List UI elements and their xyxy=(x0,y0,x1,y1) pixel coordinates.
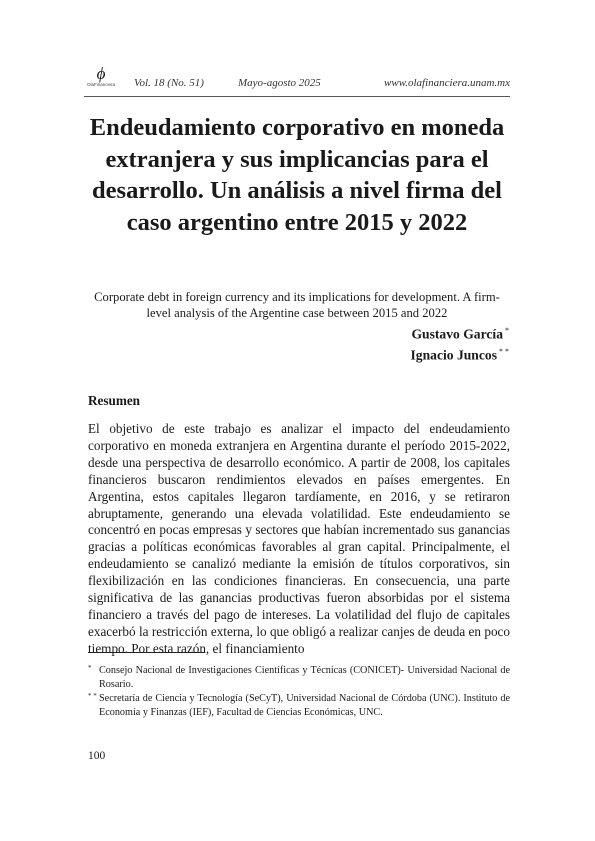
phi-logo-icon: ϕ xyxy=(96,64,106,83)
journal-logo xyxy=(84,66,118,94)
issue-date: Mayo-agosto 2025 xyxy=(238,77,321,89)
journal-url[interactable]: www.olafinanciera.unam.mx xyxy=(384,77,510,89)
author-1 xyxy=(411,326,509,343)
article-title: Endeudamiento corporativo en moneda extranjera y sus implicancias para el desarrollo. Un análisis a nivel firma del caso argentino entre 2015 y 2022 xyxy=(89,114,505,236)
footnote-text: Consejo Nacional de Investigaciones Científicas y Técnicas (CONICET)- Universidad Nacional de Rosario. xyxy=(99,665,510,690)
article-subtitle: Corporate debt in foreign currency and its implications for development. A firm-level analysis of the Argentine case between 2015 and 2022 xyxy=(94,290,500,320)
author-footnote-mark[interactable]: * * xyxy=(499,347,509,356)
footnote-mark: * xyxy=(88,664,92,672)
footnote-divider xyxy=(88,652,205,653)
journal-volume: Vol. 18 (No. 51) xyxy=(134,77,204,89)
author-2 xyxy=(411,347,510,364)
abstract-text: El objetivo de este trabajo es analizar el impacto del endeudamiento corporativo en moneda extranjera en Argentina durante el período 2015-2022, desde una perspectiva de desarrollo económico. A partir de 2008, los capitales financieros buscaron rendimientos elevados en países emergentes. En Argentina, estos capitales llegaron tardíamente, en 2016, y se retiraron abruptamente, generando una elevada volatilidad. Este endeudamiento se concentró en pocas empresas y sectores que habían incrementado sus ganancias gracias a políticas económicas favorables al gran capital. Principalmente, el endeudamiento se canalizó mediante la emisión de títulos corporativos, sin flexibilización en las condiciones financieras. En consecuencia, una parte significativa de las ganancias productivas fueron absorbidas por el sistema financiero a través del pago de intereses. La volatilidad del flujo de capitales exacerbó la restricción externa, lo que obligó a realizar canjes de deuda en poco tiempo. Por esta razón, el financiamiento xyxy=(88,421,510,656)
author-footnote-mark[interactable]: * xyxy=(505,326,509,335)
running-header xyxy=(84,64,510,97)
author-name: Gustavo García xyxy=(411,326,503,342)
footnote-text: Secretaría de Ciencia y Tecnología (SeCyT), Universidad Nacional de Córdoba (UNC). Instituto de Economía y Finanzas (IEF), Facultad de Ciencias Económicas, UNC. xyxy=(99,692,510,718)
abstract-heading: Resumen xyxy=(88,393,141,408)
footnote-mark: * * xyxy=(88,691,97,700)
page-number: 100 xyxy=(88,750,106,762)
footnote xyxy=(88,664,510,692)
logo-text: OlaFinanciera xyxy=(86,82,115,87)
footnote xyxy=(88,692,510,720)
author-name: Ignacio Juncos xyxy=(410,347,497,363)
footnotes xyxy=(88,664,510,720)
